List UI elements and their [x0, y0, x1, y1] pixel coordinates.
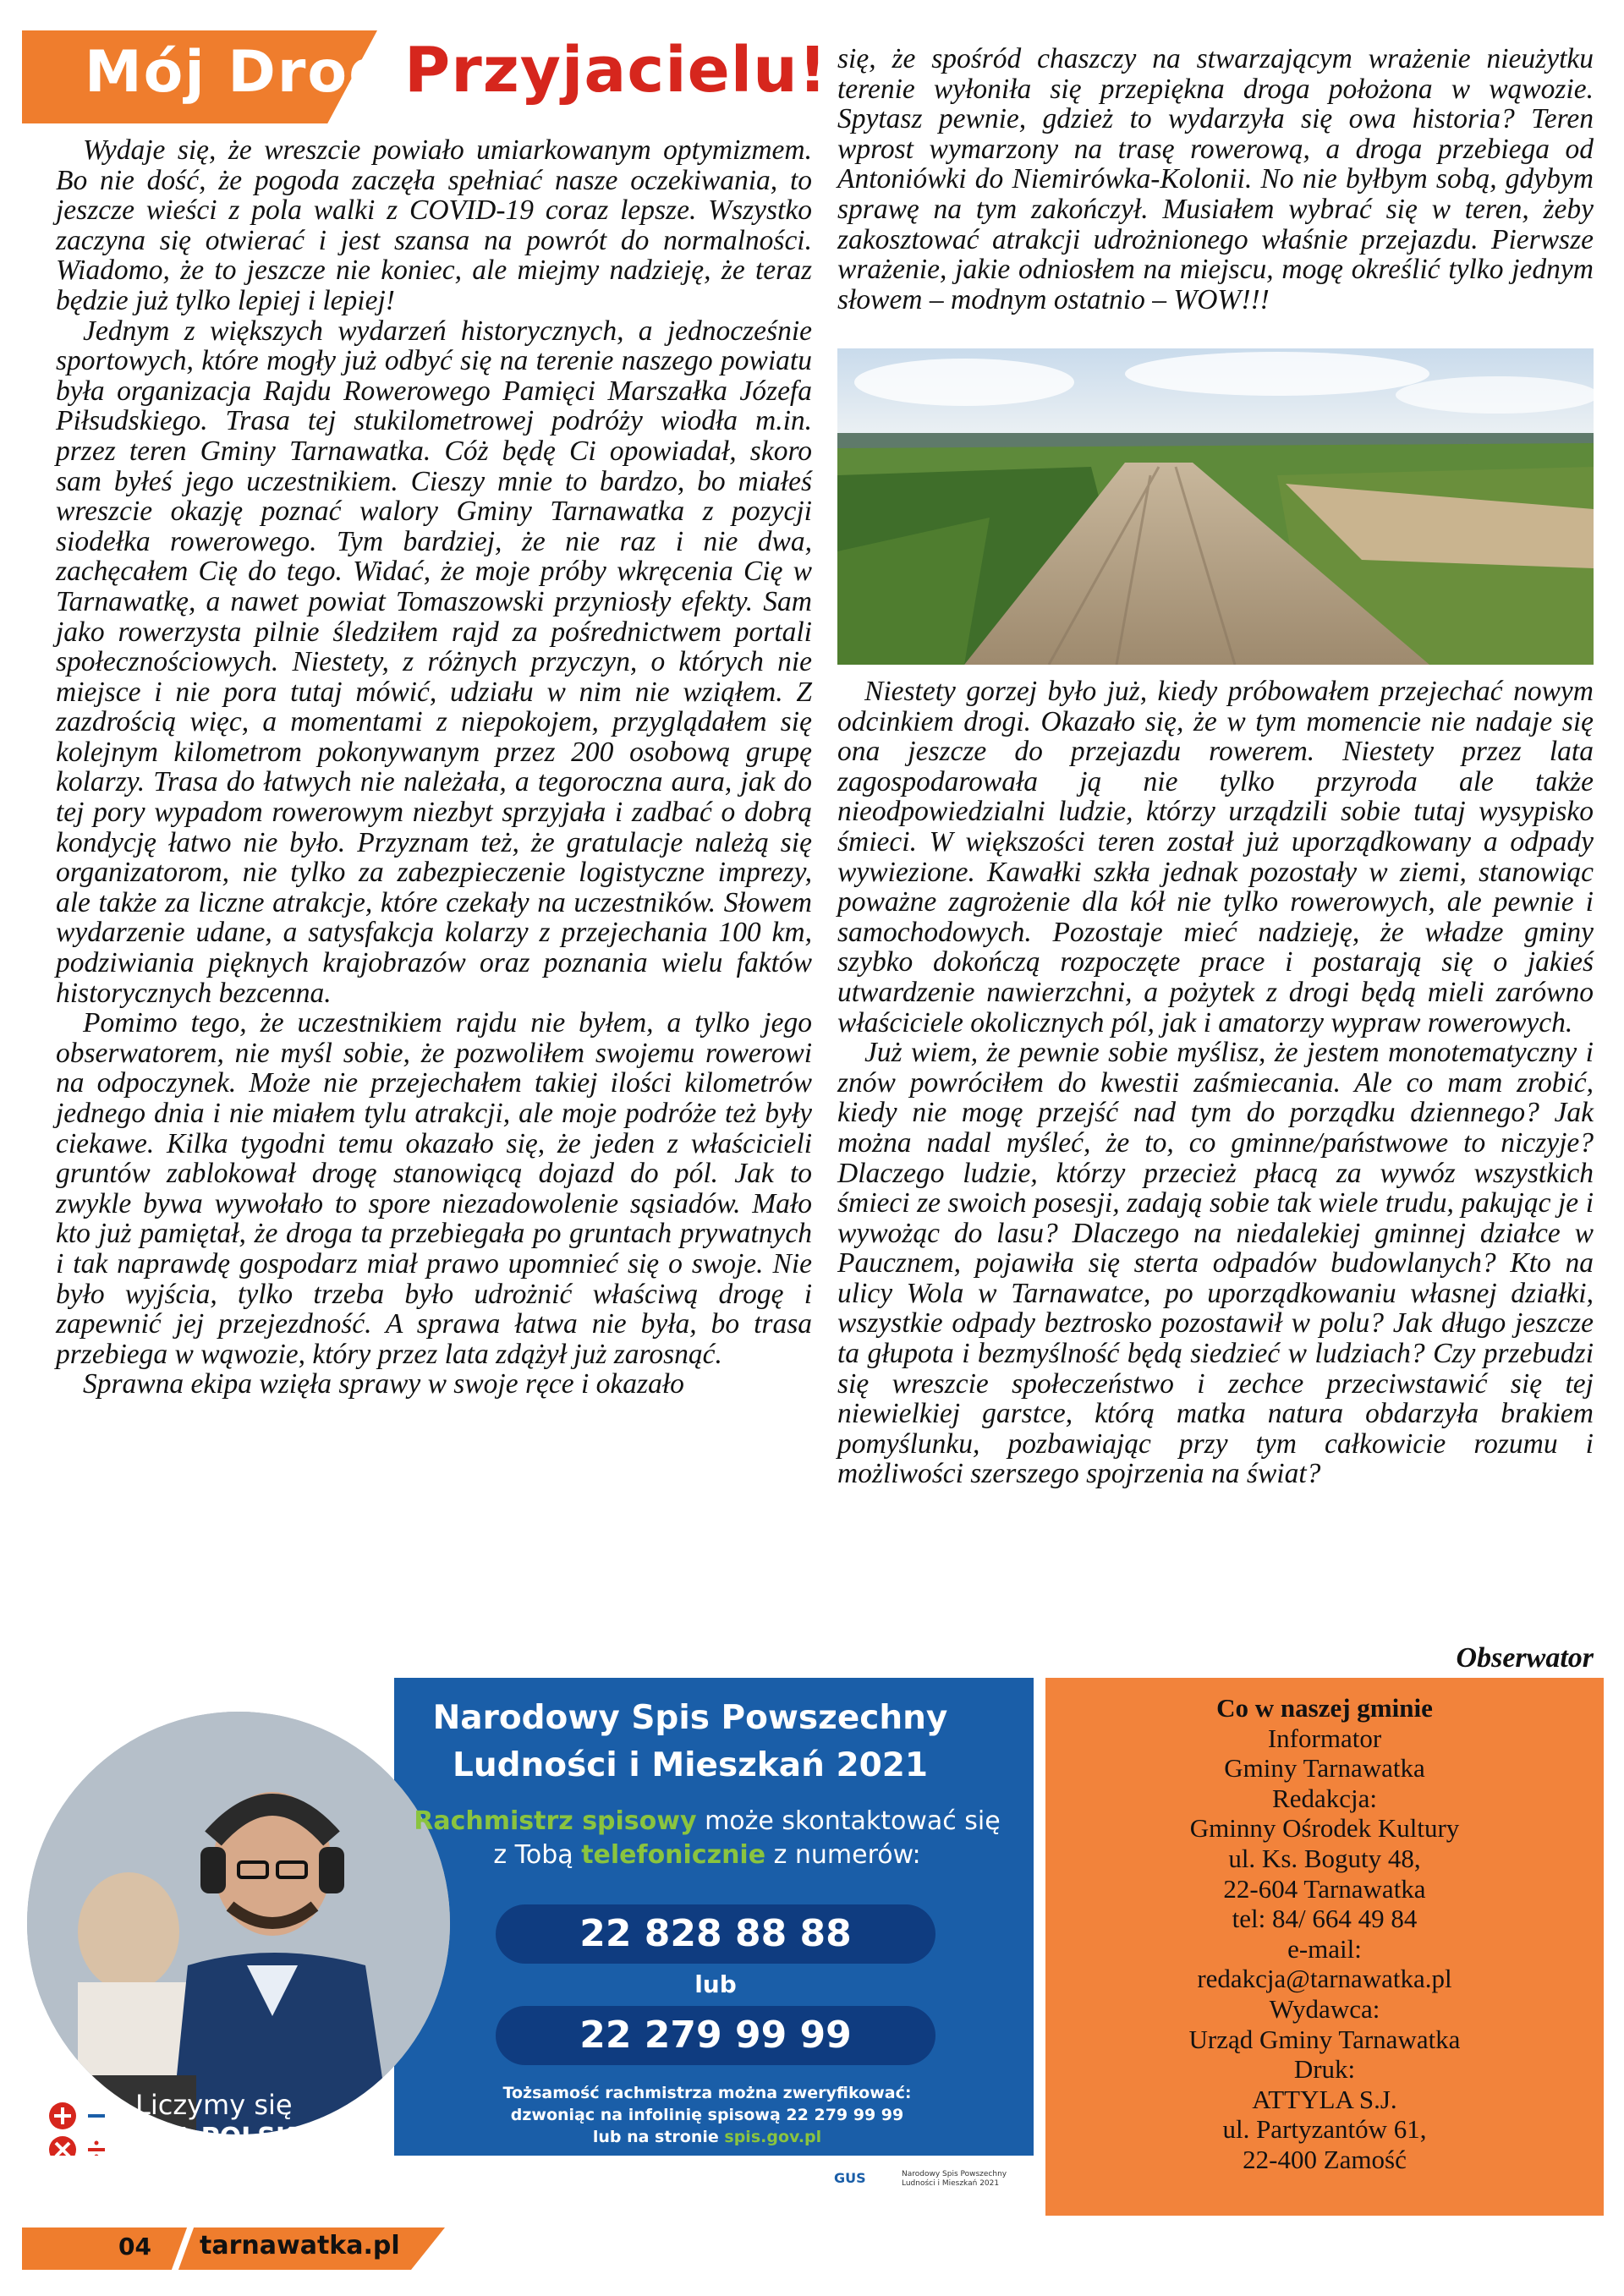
consultant-photo [27, 1712, 450, 2134]
ad-text: z Tobą [493, 1840, 582, 1870]
title-part1: Mój Drogi [85, 39, 414, 106]
ad-verify-line: dzwoniąc na infolinię spisową 22 279 99 99 [510, 2106, 904, 2124]
ad-title-line1: Narodowy Spis Powszechny [432, 1699, 948, 1737]
article-paragraph: Wydaje się, że wreszcie powiało umiarkowanym optymizmem. Bo nie dość, że pogoda zaczęła spełniać nasze oczekiwania, to jeszcze wieści z pola walki z COVID-19 coraz lepsze. Wszystko zaczyna się otwierać i jest szansa na powrót do normalności. Wiadomo, że to jeszcze nie koniec, ale miejmy nadzieję, że teraz będzie już tylko lepiej i lepiej! [56, 134, 812, 316]
ad-text-line2 [394, 1840, 1020, 1870]
ad-slogan-line2: DLA POLSKI! [135, 2123, 316, 2152]
info-line: Urząd Gminy Tarnawatka [1188, 2024, 1461, 2054]
ad-slogan-line1: Liczymy się [135, 2089, 293, 2121]
info-title: Co w naszej gminie [1216, 1693, 1433, 1723]
info-line: 22-604 Tarnawatka [1223, 1873, 1426, 1904]
ad-footer-strip [22, 2156, 1034, 2211]
article-paragraph: się, że spośród chaszczy na stwarzającym wrażenie nieużytku terenie wyłoniła się przepiękna droga położona w wąwozie. Spytasz pewnie, gdzież to wydarzyła się owa historia? Teren wprost wymarzony na trasę rowerową, a droga przebiega od Antoniówki do Niemirówka-Kolonii. No nie byłbym sobą, gdybym sprawę na tym zakończył. Musiałem wybrać się w teren, żeby zakosztować atrakcji udrożnionego właśnie przejazdu. Pierwsze wrażenie, jakie odniosłem na miejscu, mogę określić tylko jednym słowem – modnym ostatnio – WOW!!! [837, 43, 1594, 315]
ad-verify-line: Tożsamość rachmistrza można zweryfikować: [502, 2084, 912, 2102]
info-line: 22-400 Zamość [1243, 2144, 1407, 2174]
info-line: Redakcja: [1272, 1783, 1377, 1813]
article-paragraph: Niestety gorzej było już, kiedy próbowałem przejechać nowym odcinkiem drogi. Okazało się, że w tym momencie nie nadaje się ona jeszcze do przejazdu rowerem. Niestety przez lata zagospodarowała ją nie tylko przyroda ale także nieodpowiedzialni ludzie, którzy urządzili sobie tutaj wysypisko śmieci. W większości teren został już uporządkowany a odpady wywiezione. Kawałki szkła jednak pozostały w ziemi, stanowiąc poważne zagrożenie dla kół nie tylko rowerowych, ale pewnie i samochodowych. Pozostaje mieć nadzieję, że władze gminy szybko dokończą rozpoczęte prace i postarają się o jakieś utwardzenie nawierzchni, a pożytek z drogi będą mieli zarówno właściciele okolicznych pól, jak i amatorzy wypraw rowerowych. [837, 676, 1594, 1038]
road-photo [837, 348, 1594, 665]
info-line: Informator [1267, 1723, 1382, 1753]
footer-site: tarnawatka.pl [200, 2231, 400, 2260]
ad-website-link: spis.gov.pl [724, 2128, 822, 2146]
ad-or-label: lub [694, 1970, 737, 1998]
info-line: Druk: [1293, 2054, 1356, 2085]
ravine-road-image [837, 348, 1594, 665]
article-right-top [837, 44, 1594, 315]
info-line: Gminy Tarnawatka [1224, 1753, 1425, 1784]
ad-highlight: telefonicznie [581, 1840, 766, 1870]
article-paragraph: Już wiem, że pewnie sobie myślisz, że jestem monotematyczny i znów powróciłem do kwestii zaśmiecania. Ale co mam zrobić, kiedy nie mogę przejść nad tym do porządku dziennego? Jak można nadal myśleć, że to, co gminne/państwowe to niczyje? Dlaczego ludzie, którzy przecież płacą za wywóz wszystkich śmieci ze swoich posesji, zadają sobie tak wiele trudu, pakując je i wywożąc do lasu? Dlaczego na niedalekiej gminnej działce w Paucznem, pojawiła się sterta odpadów budowlanych? Kto na ulicy Wola w Tarnawatce, po uporządkowaniu własnej działki, wszystkie odpady beztrosko pozostawił w polu? Jak długo jeszcze ta głupota i bezmyślność będą siedzieć w ludziach? Czy przebudzi się wreszcie społeczeństwo i zechce przeciwstawić się tej niewielkiej garstce, którą matka natura obdarzyła brakiem pomyślunku, pozbawiając przy tym całkowicie rozumu i możliwości szerszego spojrzenia na świat? [837, 1037, 1594, 1490]
phone-number-1: 22 828 88 88 [496, 1904, 935, 1964]
article-paragraph: Pomimo tego, że uczestnikiem rajdu nie byłem, a tylko jego obserwatorem, nie myśl sobie, że pozwoliłem swojemu rowerowi na odpoczynek. Może nie przejechałem takiej ilości kilometrów jednego dnia i nie miałem tylu atrakcji, ale moje podróże też były ciekawe. Kilka tygodni temu okazało się, że jeden z właścicieli gruntów zablokował drogę stanowiącą dojazd do pól. Jak to zwykle bywa wywołało to spore niezadowolenie sąsiadów. Mało kto już pamiętał, że droga ta przebiegała po gruntach prywatnych i tak naprawdę gospodarz miał prawo upomnieć się o swoje. Nie było wyjścia, tylko trzeba było udrożnić właściwą drogę i zapewnić jej przejezdność. A sprawa łatwa nie była, bo trasa przebiega w wąwozie, który przez lata zdążył już zarosnąć. [56, 1007, 812, 1370]
ad-title [394, 1695, 986, 1789]
ad-verify-line [394, 2126, 1020, 2148]
ad-highlight: Rachmistrz spisowy [414, 1806, 697, 1836]
publication-info-box [1045, 1678, 1604, 2216]
info-line: ul. Partyzantów 61, [1222, 2114, 1427, 2145]
article-right-bottom [837, 677, 1594, 1489]
ad-text: może skontaktować się [696, 1806, 1001, 1836]
ad-title-line2: Ludności i Mieszkań 2021 [453, 1746, 928, 1784]
ad-text-line1 [394, 1806, 1020, 1836]
publication-info [1045, 1693, 1604, 2175]
info-line: e-mail: [1287, 1933, 1362, 1964]
ad-text: z numerów: [765, 1840, 921, 1870]
ad-photo-circle [27, 1712, 450, 2134]
info-line: Wydawca: [1269, 1993, 1380, 2024]
article-paragraph: Sprawna ekipa wzięła sprawy w swoje ręce i okazało [83, 1368, 684, 1400]
ad-verify-text: lub na stronie [592, 2128, 725, 2146]
census-ad [22, 1678, 1034, 2211]
gus-logo: GUS [834, 2170, 866, 2186]
title-part2: Przyjacielu! [404, 34, 828, 107]
info-line: ATTYLA S.J. [1252, 2084, 1397, 2114]
phone-number-2: 22 279 99 99 [496, 2006, 935, 2065]
info-line: tel: 84/ 664 49 84 [1232, 1904, 1418, 1934]
info-line: ul. Ks. Boguty 48, [1228, 1843, 1421, 1873]
gus-subtitle: Narodowy Spis Powszechny Ludności i Mieszkań 2021 [902, 2170, 1007, 2188]
article-left-column [56, 135, 812, 1400]
author-signature: Obserwator [1456, 1642, 1594, 1674]
article-paragraph: Jednym z większych wydarzeń historycznych, a jednocześnie sportowych, które mogły już odbyć się na terenie naszego powiatu była organizacja Rajdu Rowerowego Pamięci Marszałka Józefa Piłsudskiego. Trasa tej stukilometrowej podróży wiodła m.in. przez teren Gminy Tarnawatka. Cóż będę Ci opowiadał, skoro sam byłeś jego uczestnikiem. Cieszy mnie to bardzo, bo miałeś wreszcie okazję poznać walory Gminy Tarnawatka z pozycji siodełka rowerowego. Tym bardziej, że nie raz i nie dwa, zachęcałem Cię do tego. Widać, że moje próby wkręcenia Cię w Tarnawatkę, a nawet powiat Tomaszowski przyniosły efekty. Sam jako rowerzysta pilnie śledziłem rajd za pośrednictwem portali społecznościowych. Niestety, z różnych przyczyn, o których nie miejsce i nie pora tutaj mówić, udziału w nim nie wziąłem. Z zazdrością więc, a momentami z niepokojem, przyglądałem się kolejnym kilometrom pokonywanym przez 200 osobową grupę kolarzy. Trasa do łatwych nie należała, a tegoroczna aura, jak do tej pory wypadom rowerowym niezbyt sprzyjała i zadbać o dobrą kondycję łatwo nie było. Przyznam też, że gratulacje należą się organizatorom, nie tylko za zabezpieczenie logistyczne imprezy, ale także za liczne atrakcje, które czekały na uczestników. Słowem wydarzenie udane, a satysfakcja kolarzy z przejechania 100 km, podziwiania pięknych krajobrazów oraz poznania wielu faktów historycznych bezcenna. [56, 315, 812, 1009]
info-email: redakcja@tarnawatka.pl [1197, 1964, 1452, 1994]
ad-verification-text [394, 2082, 1020, 2148]
info-line: Gminny Ośrodek Kultury [1189, 1813, 1460, 1844]
page-number: 04 [118, 2233, 151, 2260]
